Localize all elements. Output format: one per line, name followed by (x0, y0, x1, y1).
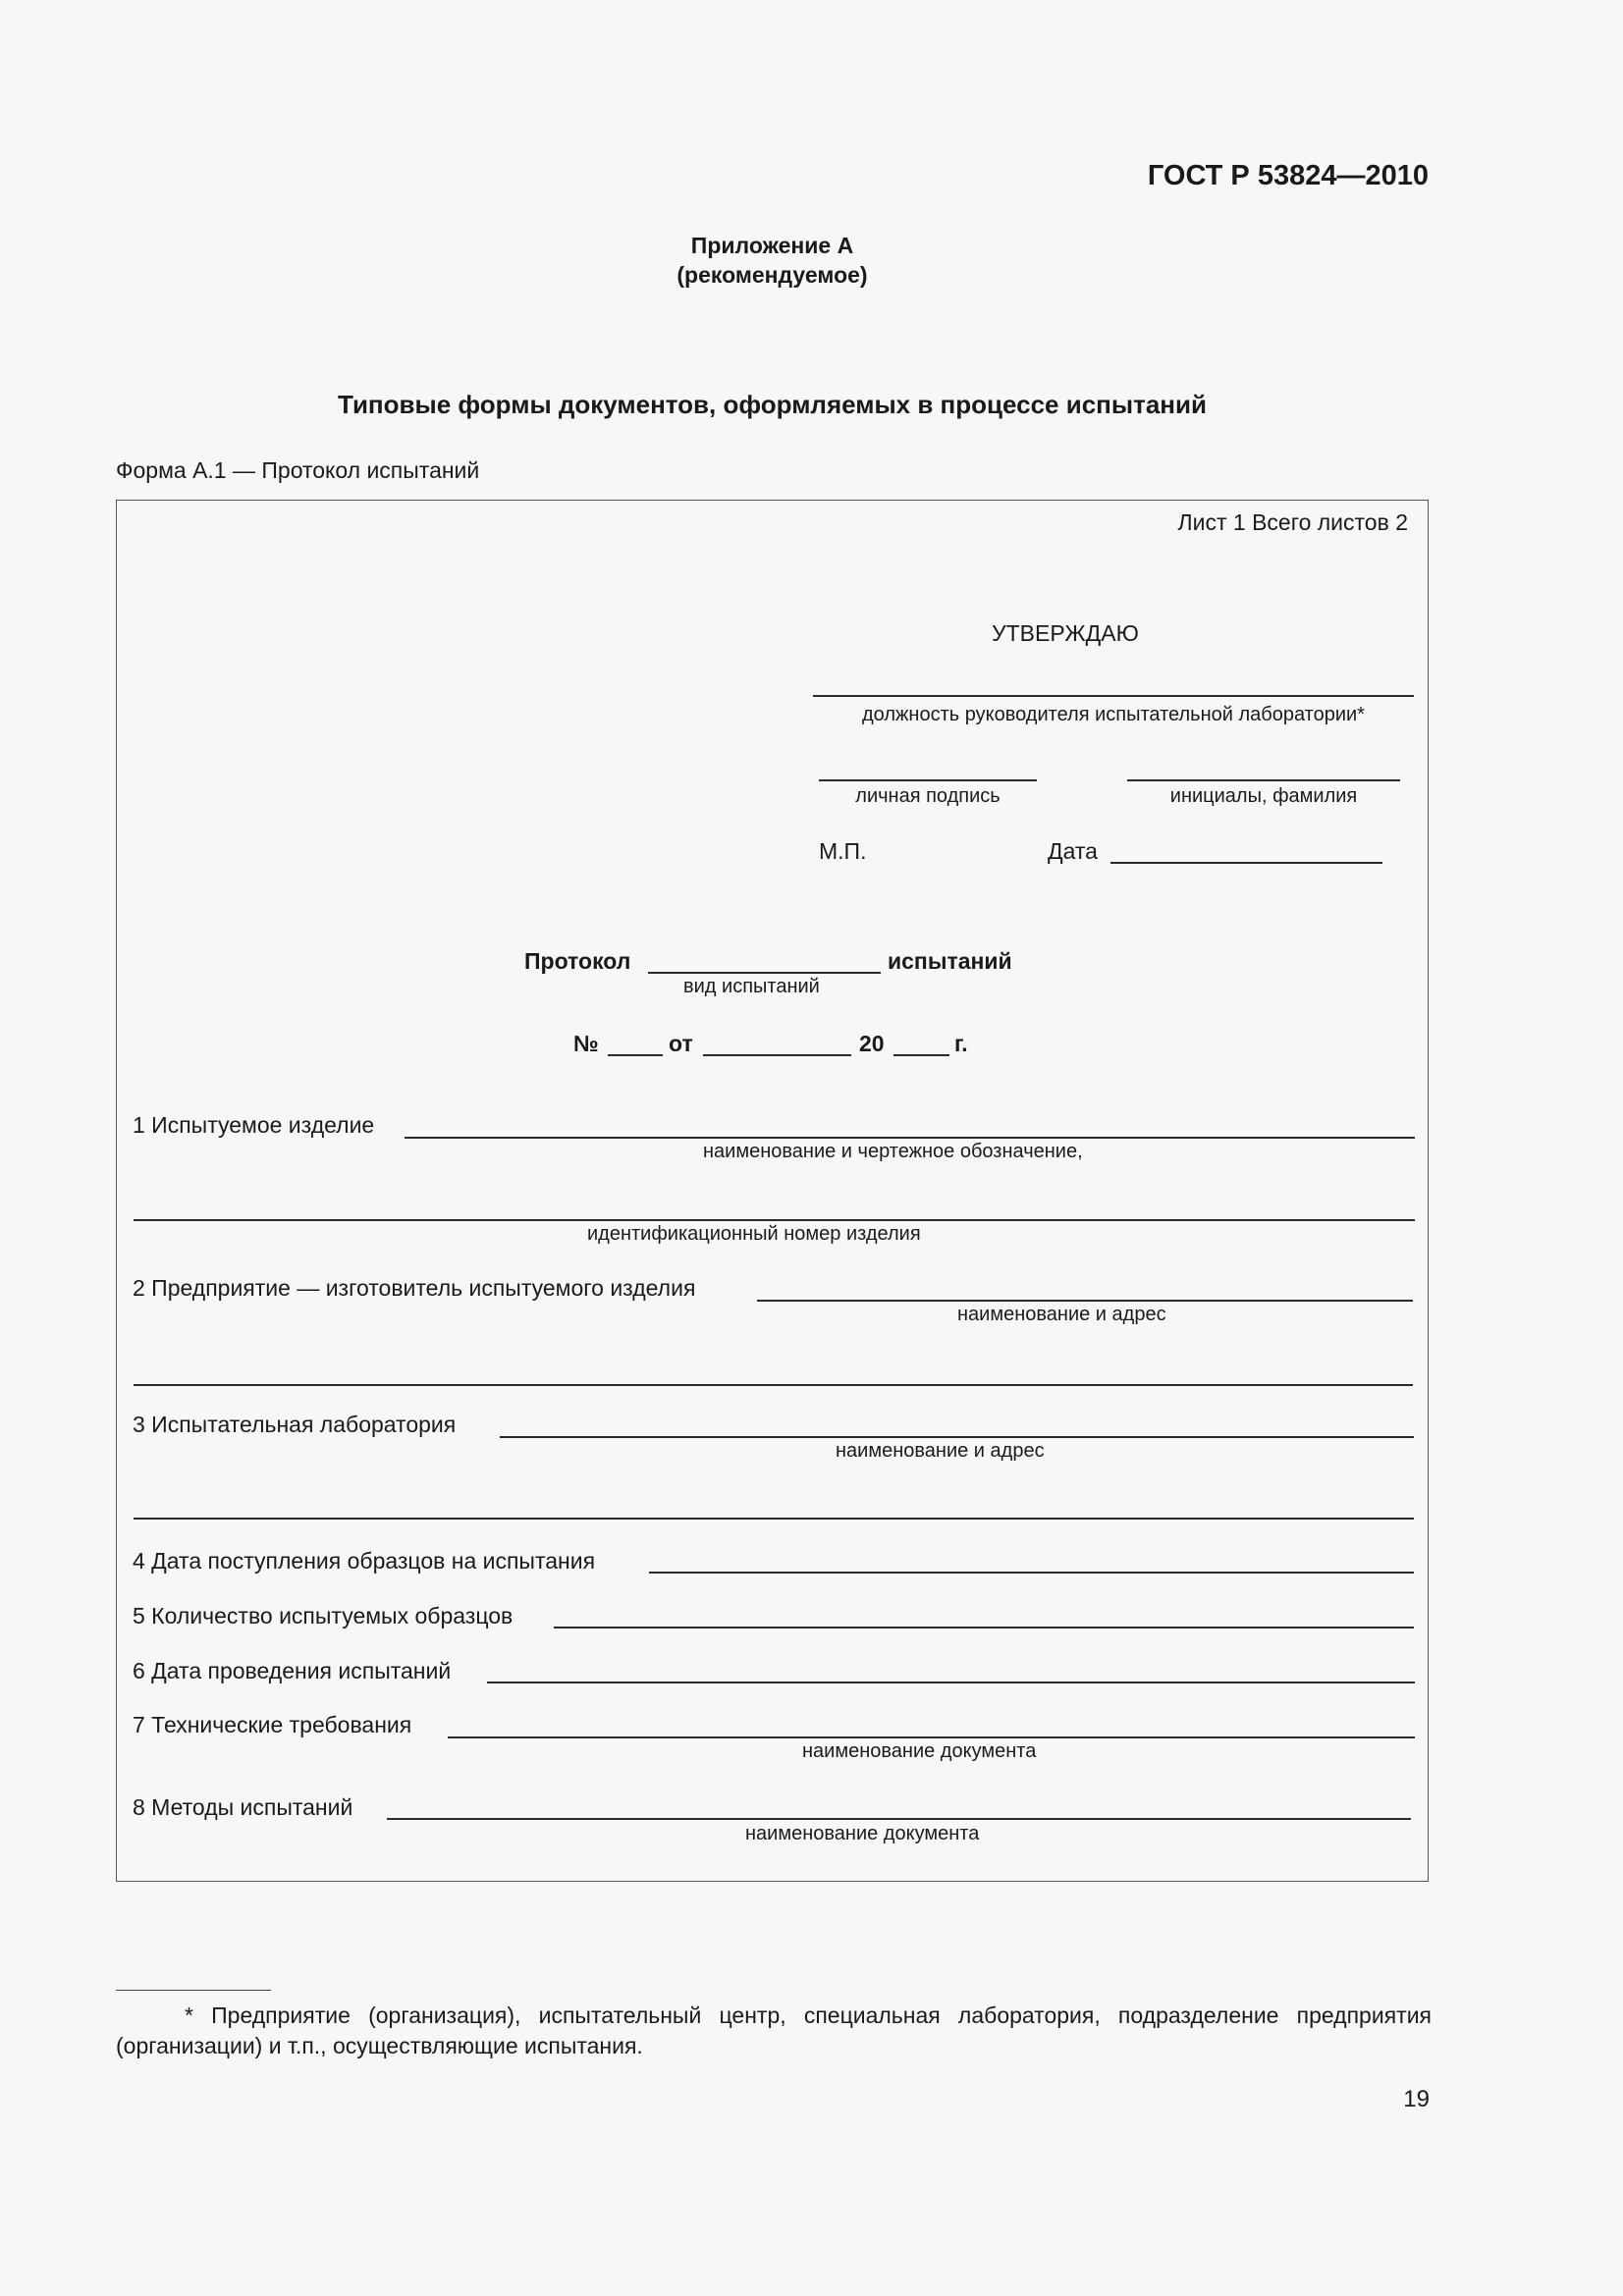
protocol-year-field[interactable] (893, 1054, 949, 1056)
annex-title: Приложение А (690, 233, 854, 258)
annex-status: (рекомендуемое) (676, 262, 868, 288)
signature-field[interactable] (819, 779, 1037, 781)
stamp-label: М.П. (819, 838, 867, 864)
item-4-label: 4 Дата поступления образцов на испытания (133, 1548, 596, 1574)
item-5-field[interactable] (554, 1627, 1414, 1629)
item-7-field[interactable] (448, 1736, 1415, 1738)
number-sign: № (573, 1031, 599, 1056)
item-1-label: 1 Испытуемое изделие (133, 1112, 375, 1138)
item-7-caption: наименование документа (802, 1740, 1037, 1762)
protocol-word: Протокол (524, 948, 631, 974)
sheet-info: Лист 1 Всего листов 2 (1177, 509, 1408, 535)
item-8-field[interactable] (387, 1818, 1411, 1820)
signature-caption: личная подпись (855, 785, 1001, 807)
item-7-label: 7 Технические требования (133, 1712, 412, 1737)
item-6-label: 6 Дата проведения испытаний (133, 1658, 452, 1683)
position-field[interactable] (813, 695, 1414, 697)
item-1-field-2[interactable] (134, 1219, 1415, 1221)
document-title: Типовые формы документов, оформляемых в процессе испытаний (338, 390, 1207, 419)
from-word: от (669, 1031, 693, 1056)
item-1-caption-2: идентификационный номер изделия (587, 1223, 921, 1245)
name-caption: инициалы, фамилия (1169, 785, 1358, 807)
approval-date-field[interactable] (1110, 862, 1382, 864)
date-label: Дата (1048, 838, 1098, 864)
item-6-field[interactable] (487, 1682, 1415, 1683)
form-caption: Форма А.1 — Протокол испытаний (116, 457, 480, 483)
page-number: 19 (1403, 2086, 1430, 2112)
item-8-label: 8 Методы испытаний (133, 1794, 353, 1820)
protocol-date-field[interactable] (703, 1054, 851, 1056)
footnote: * Предприятие (организация), испытательный центр, специальная лаборатория, подразделение предприятия (организации) и т.п., осуществляющие испытания. (116, 2002, 1432, 2058)
item-3-caption: наименование и адрес (836, 1440, 1045, 1462)
item-3-label: 3 Испытательная лаборатория (133, 1412, 457, 1437)
item-2-label: 2 Предприятие — изготовитель испытуемого изделия (133, 1275, 696, 1301)
protocol-number-field[interactable] (608, 1054, 663, 1056)
approval-heading: УТВЕРЖДАЮ (992, 620, 1139, 646)
year-suffix: г. (954, 1031, 968, 1056)
name-field[interactable] (1127, 779, 1400, 781)
item-3-field[interactable] (500, 1436, 1414, 1438)
footnote-rule (116, 1990, 271, 1991)
item-4-field[interactable] (649, 1572, 1414, 1574)
item-3-field-2[interactable] (134, 1518, 1414, 1520)
item-1-field[interactable] (405, 1137, 1415, 1139)
protocol-tests-word: испытаний (888, 948, 1012, 974)
item-2-field-2[interactable] (134, 1384, 1413, 1386)
year-prefix: 20 (859, 1031, 885, 1056)
item-2-caption: наименование и адрес (957, 1304, 1166, 1325)
item-8-caption: наименование документа (745, 1823, 980, 1844)
test-type-field[interactable] (648, 972, 881, 974)
item-1-caption: наименование и чертежное обозначение, (703, 1141, 1083, 1162)
item-5-label: 5 Количество испытуемых образцов (133, 1603, 514, 1629)
test-type-caption: вид испытаний (683, 976, 820, 997)
item-2-field[interactable] (757, 1300, 1413, 1302)
standard-code: ГОСТ Р 53824—2010 (1147, 160, 1429, 191)
position-caption: должность руководителя испытательной лаборатории* (862, 704, 1365, 725)
